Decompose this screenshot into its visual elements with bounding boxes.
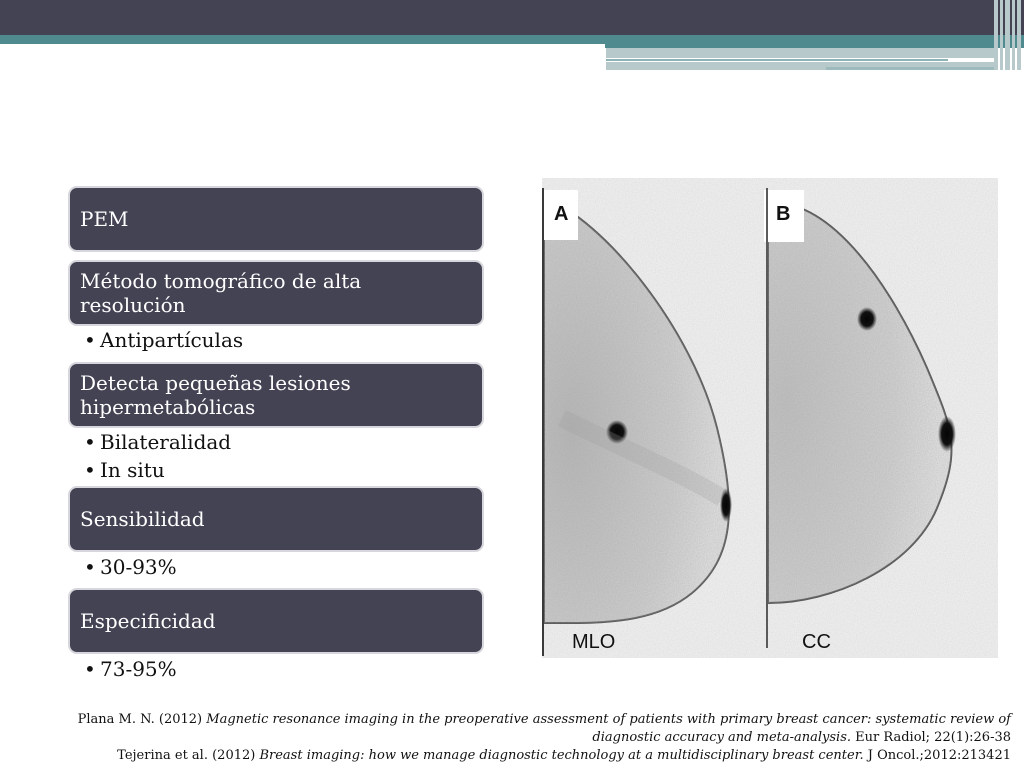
bullet-sensibilidad-value: • 30-93% (84, 555, 177, 579)
header-gap (0, 44, 605, 50)
references (21, 711, 1011, 765)
reference-2-title: Breast imaging: how we manage diagnostic technology at a multidisciplinary breast center. (259, 748, 864, 763)
bullet-text: 73-95% (100, 657, 177, 681)
caption-mlo: MLO (572, 631, 616, 653)
reference-1-title: Magnetic resonance imaging in the preoperative assessment of patients with primary breast cancer: systematic review of diagnostic accuracy and meta-analysis. (206, 712, 1011, 745)
box-especificidad (68, 588, 484, 654)
reference-1 (21, 711, 1011, 747)
box-especificidad-label: Especificidad (80, 609, 216, 633)
box-sensibilidad (68, 486, 484, 552)
reference-2-journal: J Oncol.;2012:213421 (863, 748, 1011, 763)
reference-1-author: Plana M. N. (2012) (77, 712, 207, 727)
label-b: B (776, 203, 791, 225)
header-bar (0, 0, 1024, 35)
box-pem-label: PEM (80, 207, 129, 231)
box-metodo (68, 260, 484, 326)
box-detecta-label: Detecta pequeñas lesiones hipermetabólicas (80, 371, 351, 419)
reference-1-journal: Eur Radiol; 22(1):26-38 (851, 730, 1011, 745)
reference-2-author: Tejerina et al. (2012) (117, 748, 260, 763)
header-decor-line (606, 59, 948, 61)
header-decor-line-2 (826, 67, 994, 70)
bullet-antiparticulas: • Antipartículas (84, 328, 244, 352)
bullet-especificidad-value: • 73-95% (84, 657, 177, 681)
bullet-text: Antipartículas (100, 328, 244, 352)
bullet-text: Bilateralidad (100, 430, 232, 454)
box-metodo-label: Método tomográfico de alta resolución (80, 269, 362, 317)
label-a: A (554, 203, 569, 225)
reference-2 (21, 747, 1011, 765)
pem-mammography-image (542, 178, 998, 658)
header-decor-band (606, 48, 994, 58)
bullet-in-situ: • In situ (84, 458, 165, 482)
bullet-bilateralidad: • Bilateralidad (84, 430, 232, 454)
bullet-text: In situ (100, 458, 165, 482)
box-sensibilidad-label: Sensibilidad (80, 507, 205, 531)
bullet-text: 30-93% (100, 555, 177, 579)
box-detecta (68, 362, 484, 428)
header-stripes (994, 0, 1024, 70)
box-pem (68, 186, 484, 252)
caption-cc: CC (802, 631, 831, 653)
